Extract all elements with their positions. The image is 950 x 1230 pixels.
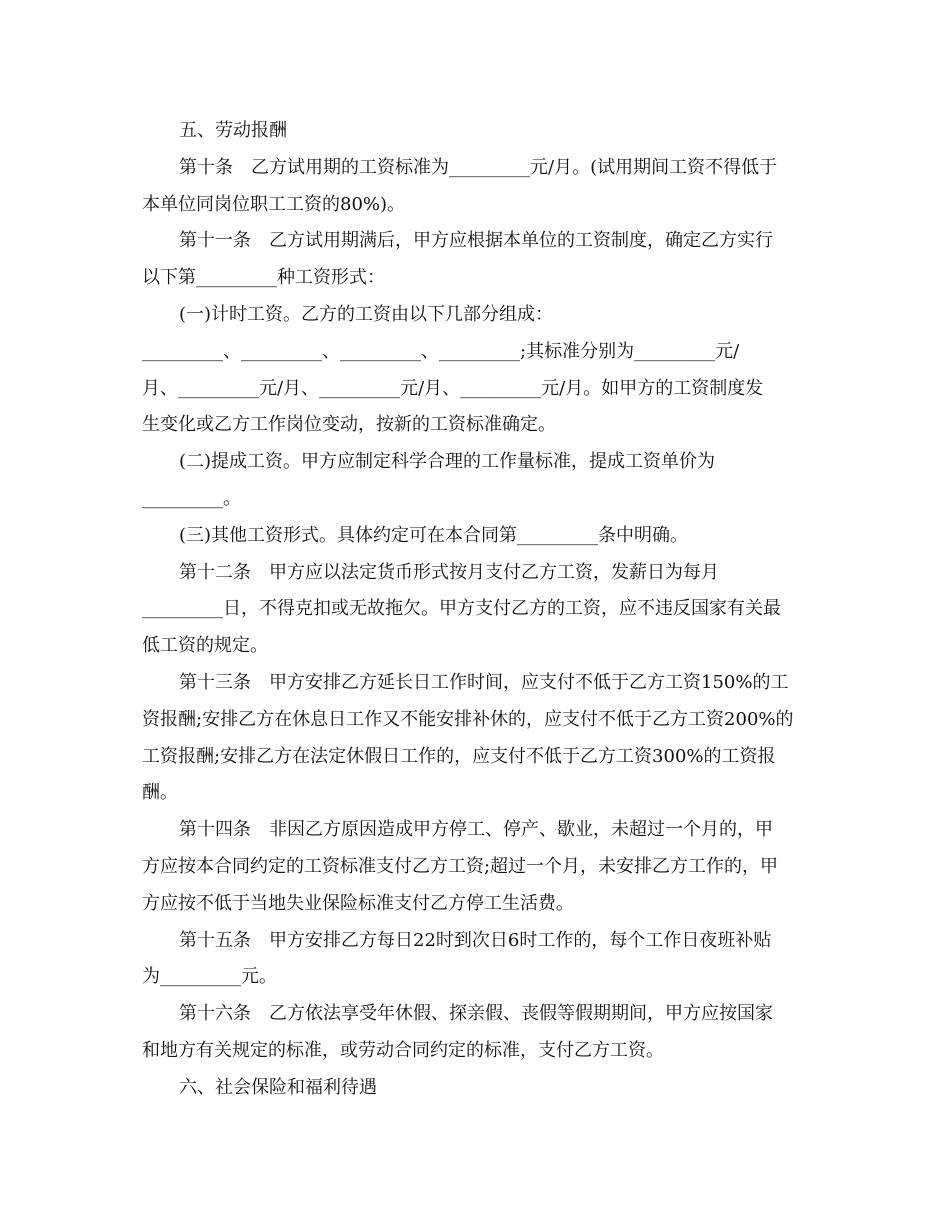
text-line: (三)其他工资形式。具体约定可在本合同第_________条中明确。 (179, 524, 689, 546)
text-line: 工资报酬;安排乙方在法定休假日工作的，应支付不低于乙方工资300%的工资报 (142, 745, 776, 767)
text-line: 为_________元。 (142, 966, 277, 988)
text-line: 第十五条 甲方安排乙方每日22时到次日6时工作的，每个工作日夜班补贴 (179, 929, 772, 951)
text-line: 以下第_________种工资形式： (142, 267, 385, 289)
text-line: 方应按本合同约定的工资标准支付乙方工资;超过一个月，未安排乙方工作的，甲 (142, 855, 779, 877)
text-line: 第十六条 乙方依法享受年休假、探亲假、丧假等假期期间，甲方应按国家 (179, 1003, 773, 1025)
text-line: 五、劳动报酬 (179, 120, 287, 141)
text-line: 第十条 乙方试用期的工资标准为_________元/月。(试用期间工资不得低于 (179, 156, 778, 178)
text-line: 方应按不低于当地失业保险标准支付乙方停工生活费。 (142, 892, 574, 914)
text-line: 月、_________元/月、_________元/月、_________元/月。如甲方的工资制度发 (142, 377, 764, 399)
text-line: 第十三条 甲方安排乙方延长日工作时间，应支付不低于乙方工资150%的工 (179, 671, 789, 693)
text-line: (二)提成工资。甲方应制定科学合理的工作量标准，提成工资单价为 (179, 451, 716, 473)
text-line: 六、社会保险和福利待遇 (179, 1076, 377, 1098)
text-line: (一)计时工资。乙方的工资由以下几部分组成： (179, 303, 554, 325)
text-line: 低工资的规定。 (142, 635, 268, 657)
text-line: _________、_________、_________、_________;其标准分别为_________元/ (142, 340, 740, 362)
text-line: _________日，不得克扣或无故拖欠。甲方支付乙方的工资，应不违反国家有关最 (142, 598, 781, 620)
text-line: 资报酬;安排乙方在休息日工作又不能安排补休的，应支付不低于乙方工资200%的 (142, 708, 794, 730)
text-line: 生变化或乙方工作岗位变动，按新的工资标准确定。 (142, 414, 556, 436)
text-line: 酬。 (142, 782, 178, 804)
contract-page-body (142, 113, 817, 1107)
text-line: 本单位同岗位职工工资的80%)。 (142, 193, 406, 215)
text-line: 第十四条 非因乙方原因造成甲方停工、停产、歇业，未超过一个月的，甲 (179, 819, 773, 841)
text-line: 第十二条 甲方应以法定货币形式按月支付乙方工资，发薪日为每月 (179, 561, 719, 583)
text-line: _________。 (142, 487, 241, 509)
text-line: 和地方有关规定的标准，或劳动合同约定的标准，支付乙方工资。 (142, 1039, 664, 1061)
text-line: 第十一条 乙方试用期满后，甲方应根据本单位的工资制度，确定乙方实行 (179, 230, 773, 252)
